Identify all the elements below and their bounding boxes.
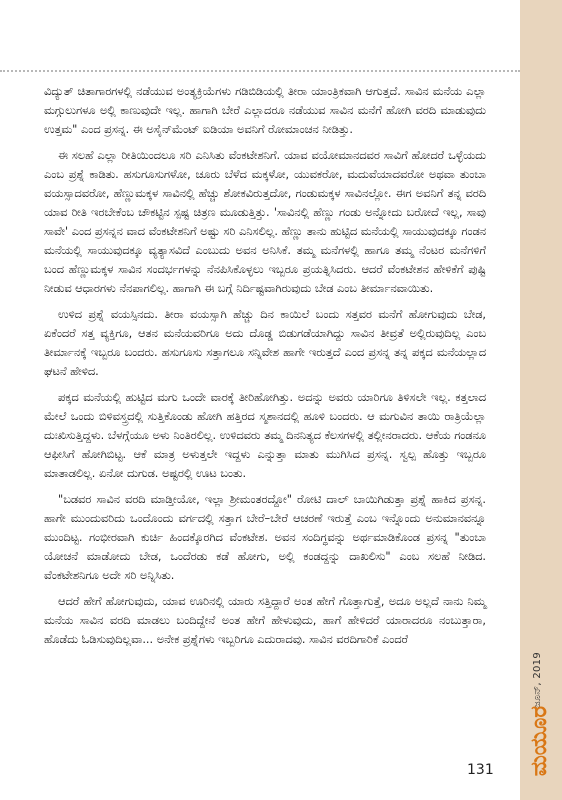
paragraph: ಆದರೆ ಹೇಗೆ ಹೋಗುವುದು, ಯಾವ ಊರಿನಲ್ಲಿ ಯಾರು ಸತ್ತಿದ್ದಾರೆ ಅಂತ ಹೇಗೆ ಗೊತ್ತಾಗುತ್ತೆ, ಅದೂ ಅಲ್ಲದೆ ನಾನು ನಿಮ್ಮ ಮನೆಯ ಸಾವಿನ ವರದಿ ಮಾಡಲು ಬಂದಿದ್ದೇನೆ ಅಂತ ಹೇಗೆ ಹೇಳುವುದು, ಹಾಗೆ ಹೇಳಿದರೆ ಯಾರಾದರೂ ನಂಬುತ್ತಾರಾ, ಹೊಡೆದು ಓಡಿಸುವುದಿಲ್ಲವಾ... ಅನೇಕ ಪ್ರಶ್ನೆಗಳು ಇಬ್ಬರಿಗೂ ಎದುರಾದವು. ಸಾವಿನ ವರದಿಗಾರಿಕೆ ಎಂದರೆ: [44, 595, 486, 646]
top-dotted-rule: [0, 70, 520, 72]
article-body: [44, 82, 486, 656]
paragraph: ಈ ಸಲಹೆ ಎಲ್ಲಾ ರೀತಿಯಿಂದಲೂ ಸರಿ ಎನಿಸಿತು ವೆಂಕಟೇಶನಿಗೆ. ಯಾವ ವಯೋಮಾನದವರ ಸಾವಿಗೆ ಹೋದರೆ ಒಳ್ಳೆಯದು ಎಂಬ ಪ್ರಶ್ನೆ ಕಾಡಿತು. ಹಸುಗೂಸುಗಳೋ, ಚೂರು ಬೆಳೆದ ಮಕ್ಕಳೋ, ಯುವಕರೋ, ಮದುವೆಯಾದವರೋ ಅಥವಾ ತುಂಬಾ ವಯಸ್ಸಾದವರೋ, ಹೆಣ್ಣುಮಕ್ಕಳ ಸಾವಿನಲ್ಲಿ ಹೆಚ್ಚು ಶೋಕವಿರುತ್ತದೋ, ಗಂಡುಮಕ್ಕಳ ಸಾವಿನಲ್ಲೋ. ಈಗ ಅವನಿಗೆ ತನ್ನ ವರದಿ ಯಾವ ರೀತಿ ಇರಬೇಕೆಂಬ ಚೌಕಟ್ಟಿನ ಸ್ಪಷ್ಟ ಚಿತ್ರಣ ಮೂಡುತ್ತಿತ್ತು. 'ಸಾವಿನಲ್ಲಿ ಹೆಣ್ಣು ಗಂಡು ಅನ್ನೋದು ಬರೋದೆ ಇಲ್ಲ, ಸಾವು ಸಾವೇ' ಎಂದ ಪ್ರಸನ್ನನ ವಾದ ವೆಂಕಟೇಶನಿಗೆ ಅಷ್ಟು ಸರಿ ಎನಿಸಲಿಲ್ಲ. ಹೆಣ್ಣು ತಾನು ಹುಟ್ಟಿದ ಮನೆಯಲ್ಲಿ ಸಾಯುವುದಕ್ಕೂ ಗಂಡನ ಮನೆಯಲ್ಲಿ ಸಾಯುವುದಕ್ಕೂ ವ್ಯತ್ಯಾಸವಿದೆ ಎಂಬುದು ಅವನ ಅನಿಸಿಕೆ. ತಮ್ಮ ಮನೆಗಳಲ್ಲಿ ಹಾಗೂ ತಮ್ಮ ನೆಂಟರ ಮನೆಗಳಿಗೆ ಬಂದ ಹೆಣ್ಣುಮಕ್ಕಳ ಸಾವಿನ ಸಂದರ್ಭಗಳನ್ನು ನೆನಪಿಸಿಕೊಳ್ಳಲು ಇಬ್ಬರೂ ಪ್ರಯತ್ನಿಸಿದರು. ಆದರೆ ವೆಂಕಟೇಶನ ಹೇಳಿಕೆಗೆ ಪುಷ್ಟಿ ನೀಡುವ ಆಧಾರಗಳು ನೆನಪಾಗಲಿಲ್ಲ. ಹಾಗಾಗಿ ಈ ಬಗ್ಗೆ ನಿರ್ದಿಷ್ಟವಾಗಿರುವುದು ಬೇಡ ಎಂಬ ತೀರ್ಮಾನವಾಯಿತು.: [44, 149, 486, 295]
page-number: 131: [467, 762, 494, 778]
paragraph: ಪಕ್ಕದ ಮನೆಯಲ್ಲಿ ಹುಟ್ಟಿದ ಮಗು ಒಂದೇ ವಾರಕ್ಕೆ ತೀರಿಹೋಗಿತ್ತು. ಅದನ್ನು ಅವರು ಯಾರಿಗೂ ತಿಳಿಸಲೇ ಇಲ್ಲ. ಕತ್ತಲಾದ ಮೇಲೆ ಒಂದು ಬಿಳಿವಸ್ತ್ರದಲ್ಲಿ ಸುತ್ತಿಕೊಂಡು ಹೋಗಿ ಹತ್ತಿರದ ಸ್ಮಶಾನದಲ್ಲಿ ಹೂಳಿ ಬಂದರು. ಆ ಮಗುವಿನ ತಾಯಿ ರಾತ್ರಿಯೆಲ್ಲಾ ದುಃಖಿಸುತ್ತಿದ್ದಳು. ಬೆಳಗ್ಗೆಯೂ ಅಳು ನಿಂತಿರಲಿಲ್ಲ. ಉಳಿದವರು ತಮ್ಮ ದಿನನಿತ್ಯದ ಕೆಲಸಗಳಲ್ಲಿ ತಲ್ಲೀನರಾದರು. ಆಕೆಯ ಗಂಡನೂ ಆಫೀಸಿಗೆ ಹೋಗಿಬಿಟ್ಟ. ಆಕೆ ಮಾತ್ರ ಅಳುತ್ತಲೇ ಇದ್ದಳು ಎನ್ನುತ್ತಾ ಮಾತು ಮುಗಿಸಿದ ಪ್ರಸನ್ನ. ಸ್ವಲ್ಪ ಹೊತ್ತು ಇಬ್ಬರೂ ಮಾತಾಡಲಿಲ್ಲ. ಏನೋ ದುಗುಡ. ಅಷ್ಟರಲ್ಲಿ ಊಟ ಬಂತು.: [44, 391, 486, 480]
sidebar-text: [527, 0, 555, 800]
paragraph: ವಿದ್ಯುತ್ ಚಿತಾಗಾರಗಳಲ್ಲಿ ನಡೆಯುವ ಅಂತ್ಯಕ್ರಿಯೆಗಳು ಗಡಿಬಿಡಿಯಲ್ಲಿ ತೀರಾ ಯಾಂತ್ರಿಕವಾಗಿ ಆಗುತ್ತದೆ. ಸಾವಿನ ಮನೆಯ ಎಲ್ಲಾ ಮಗ್ಗುಲುಗಳೂ ಅಲ್ಲಿ ಕಾಣುವುದೇ ಇಲ್ಲ. ಹಾಗಾಗಿ ಬೇರೆ ಎಲ್ಲಾದರೂ ನಡೆಯುವ ಸಾವಿನ ಮನೆಗೆ ಹೋಗಿ ವರದಿ ಮಾಡುವುದು ಉತ್ತಮ" ಎಂದ ಪ್ರಸನ್ನ. ಈ ಅಸೈನ್‌ಮೆಂಟ್ ಐಡಿಯಾ ಅವನಿಗೆ ರೋಮಾಂಚನ ನೀಡಿತ್ತು.: [44, 85, 486, 136]
paragraph: "ಬಡವರ ಸಾವಿನ ವರದಿ ಮಾಡ್ತೀಯೋ, ಇಲ್ಲಾ ಶ್ರೀಮಂತರದ್ದೋ" ರೋಟಿ ದಾಲ್ ಬಾಯಿಗಿಡುತ್ತಾ ಪ್ರಶ್ನೆ ಹಾಕಿದ ಪ್ರಸನ್ನ. ಹಾಗೇ ಮುಂದುವರಿದು ಒಂದೊಂದು ವರ್ಗದಲ್ಲಿ ಸತ್ತಾಗ ಬೇರೆ–ಬೇರೆ ಆಚರಣೆ ಇರುತ್ತೆ ಎಂಬ ಇನ್ನೊಂದು ಅನುಮಾನವನ್ನೂ ಮುಂದಿಟ್ಟ. ಗಂಭೀರವಾಗಿ ಕುರ್ಚಿ ಹಿಂದಕ್ಕೊರಗಿದ ವೆಂಕಟೇಶ. ಅವನ ಸಂದಿಗ್ಧವನ್ನು ಅರ್ಥಮಾಡಿಕೊಂಡ ಪ್ರಸನ್ನ "ತುಂಬಾ ಯೋಚನೆ ಮಾಡೋದು ಬೇಡ, ಒಂದೆರಡು ಕಡೆ ಹೋಗು, ಅಲ್ಲಿ ಕಂಡದ್ದನ್ನು ದಾಖಲಿಸು" ಎಂಬ ಸಲಹೆ ನೀಡಿದ. ವೆಂಕಟೇಶನಿಗೂ ಅದೇ ಸರಿ ಅನ್ನಿಸಿತು.: [44, 493, 486, 582]
paragraph: ಉಳಿದ ಪ್ರಶ್ನೆ ವಯಸ್ಸಿನದು. ತೀರಾ ವಯಸ್ಸಾಗಿ ಹೆಚ್ಚು ದಿನ ಕಾಯಿಲೆ ಬಂದು ಸತ್ತವರ ಮನೆಗೆ ಹೋಗುವುದು ಬೇಡ, ಏಕೆಂದರೆ ಸತ್ತ ವ್ಯಕ್ತಿಗೂ, ಆತನ ಮನೆಯವರಿಗೂ ಅದು ದೊಡ್ಡ ಬಿಡುಗಡೆಯಾಗಿದ್ದು ಸಾವಿನ ತೀವ್ರತೆ ಅಲ್ಲಿರುವುದಿಲ್ಲ ಎಂಬ ತೀರ್ಮಾನಕ್ಕೆ ಇಬ್ಬರೂ ಬಂದರು. ಹಸುಗೂಸು ಸತ್ತಾಗಲೂ ಸನ್ನಿವೇಶ ಹಾಗೇ ಇರುತ್ತದೆ ಎಂದ ಪ್ರಸನ್ನ ತನ್ನ ಪಕ್ಕದ ಮನೆಯಲ್ಲಾದ ಘಟನೆ ಹೇಳಿದ.: [44, 308, 486, 378]
magazine-logo: ಮಯೂರ: [527, 706, 552, 777]
issue-date: ಜೂನ್, 2019: [532, 652, 543, 709]
